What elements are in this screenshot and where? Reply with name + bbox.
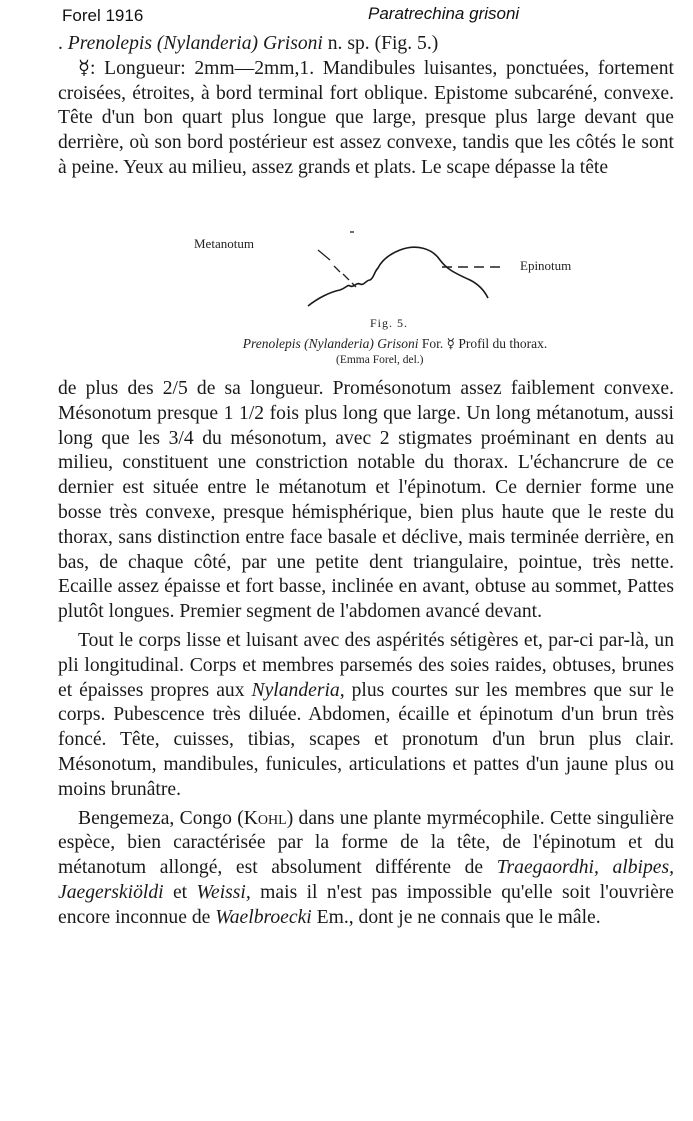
species-title: Prenolepis (Nylanderia) Grisoni (67, 33, 323, 54)
species-names-list: Traegaordhi, albipes, Jaegerskiöldi (58, 857, 674, 903)
figure-number: Fig. 5. (370, 316, 409, 330)
species-title-line (58, 32, 674, 57)
species-waelbroecki: Waelbroecki (215, 906, 312, 928)
description-paragraph-2: de plus des 2/5 de sa longueur. Promésonotum assez faiblement convexe. Mésonotum presque 1 1/2 fois plus long que large. Un long métanotum, aussi long que les 3/4 du mésonotum, avec 2 stigmates proéminant en dents au milieu, constituent une constriction notable du thorax. L'échancrure de ce dernier est située entre le métanotum et l'épinotum. Ce dernier forme une bosse très convexe, presque hémisphérique, bien plus haute que le reste du thorax, sans distinction entre face basale et déclive, mais terminée derrière, en bas, de chaque côté, par une petite dent triangulaire, pointue, très nette. Ecaille assez épaisse et fort basse, inclinée en avant, obtuse au sommet, Pattes plutôt longues. Premier segment de l'abdomen avancé devant. (58, 378, 674, 623)
locality-part5: Em., dont je ne connais que le mâle. (311, 906, 601, 928)
collector-name: Kohl (243, 807, 287, 829)
locality-part2: ) dans une plante myrmécophile. Cette singulière espèce, bien caractérisée par la forme de la tête, de l'épinotum et du métanotum allongé, est absolument différente de (58, 807, 674, 879)
figure-5 (0, 228, 693, 376)
text-block-top (58, 32, 674, 181)
locality-paragraph (58, 807, 674, 931)
locality-part4: mais il n'est pas impossible qu'elle soit l'ouvrière encore inconnue de (58, 881, 674, 928)
title-prefix: . (58, 33, 68, 54)
para3-part1: Tout le corps lisse et luisant avec des aspérités sétigères et, par-ci par-là, un pli longitudinal. Corps et membres parsemés des soies raides, obtuses, brunes et épaisses propres aux (58, 629, 674, 701)
caption-rest: For. ☿ Profil du thorax. (418, 336, 548, 351)
locality-part1: Bengemeza, Congo ( (78, 807, 244, 829)
locality-part3: et (163, 881, 197, 903)
header-author-year: Forel 1916 (62, 6, 144, 25)
description-paragraph-1: ☿: Longueur: 2mm—2mm,1. Mandibules luisantes, ponctuées, fortement croisées, étroites, à bord terminal fort oblique. Epistome subcaréné, convexe. Tête d'un bon quart plus longue que large, presque plus large devant que derrière, où son bord postérieur est assez convexe, tandis que les côtés le sont à peine. Yeux au milieu, assez grands et plats. Le scape dépasse la tête (58, 57, 674, 178)
species-title-rest: n. sp. (Fig. 5.) (322, 33, 439, 54)
figure-label-metanotum: Metanotum (194, 236, 254, 251)
para3-part2: plus courtes sur les membres que sur le corps. Pubescence très diluée. Abdomen, écaille et épinotum d'un brun très foncé. Tête, cuisses, tibias, scapes et pronotum d'un brun plus clair. Mésonotum, mandibules, funicules, articulations et pattes d'un jaune plus ou moins brunâtre. (58, 679, 674, 800)
figure-label-epinotum: Epinotum (520, 258, 572, 273)
figure-credit: (Emma Forel, del.) (336, 354, 424, 366)
figure-caption (170, 336, 620, 352)
caption-species: Prenolepis (Nylanderia) Grisoni (242, 336, 419, 351)
description-paragraph-3 (58, 629, 674, 803)
genus-nylanderia: Nylanderia, (251, 679, 345, 701)
thorax-profile-drawing (0, 228, 693, 318)
text-block-bottom (58, 377, 674, 931)
header-species-name: Paratrechina grisoni (368, 4, 520, 23)
species-weissi: Weissi, (196, 881, 251, 903)
